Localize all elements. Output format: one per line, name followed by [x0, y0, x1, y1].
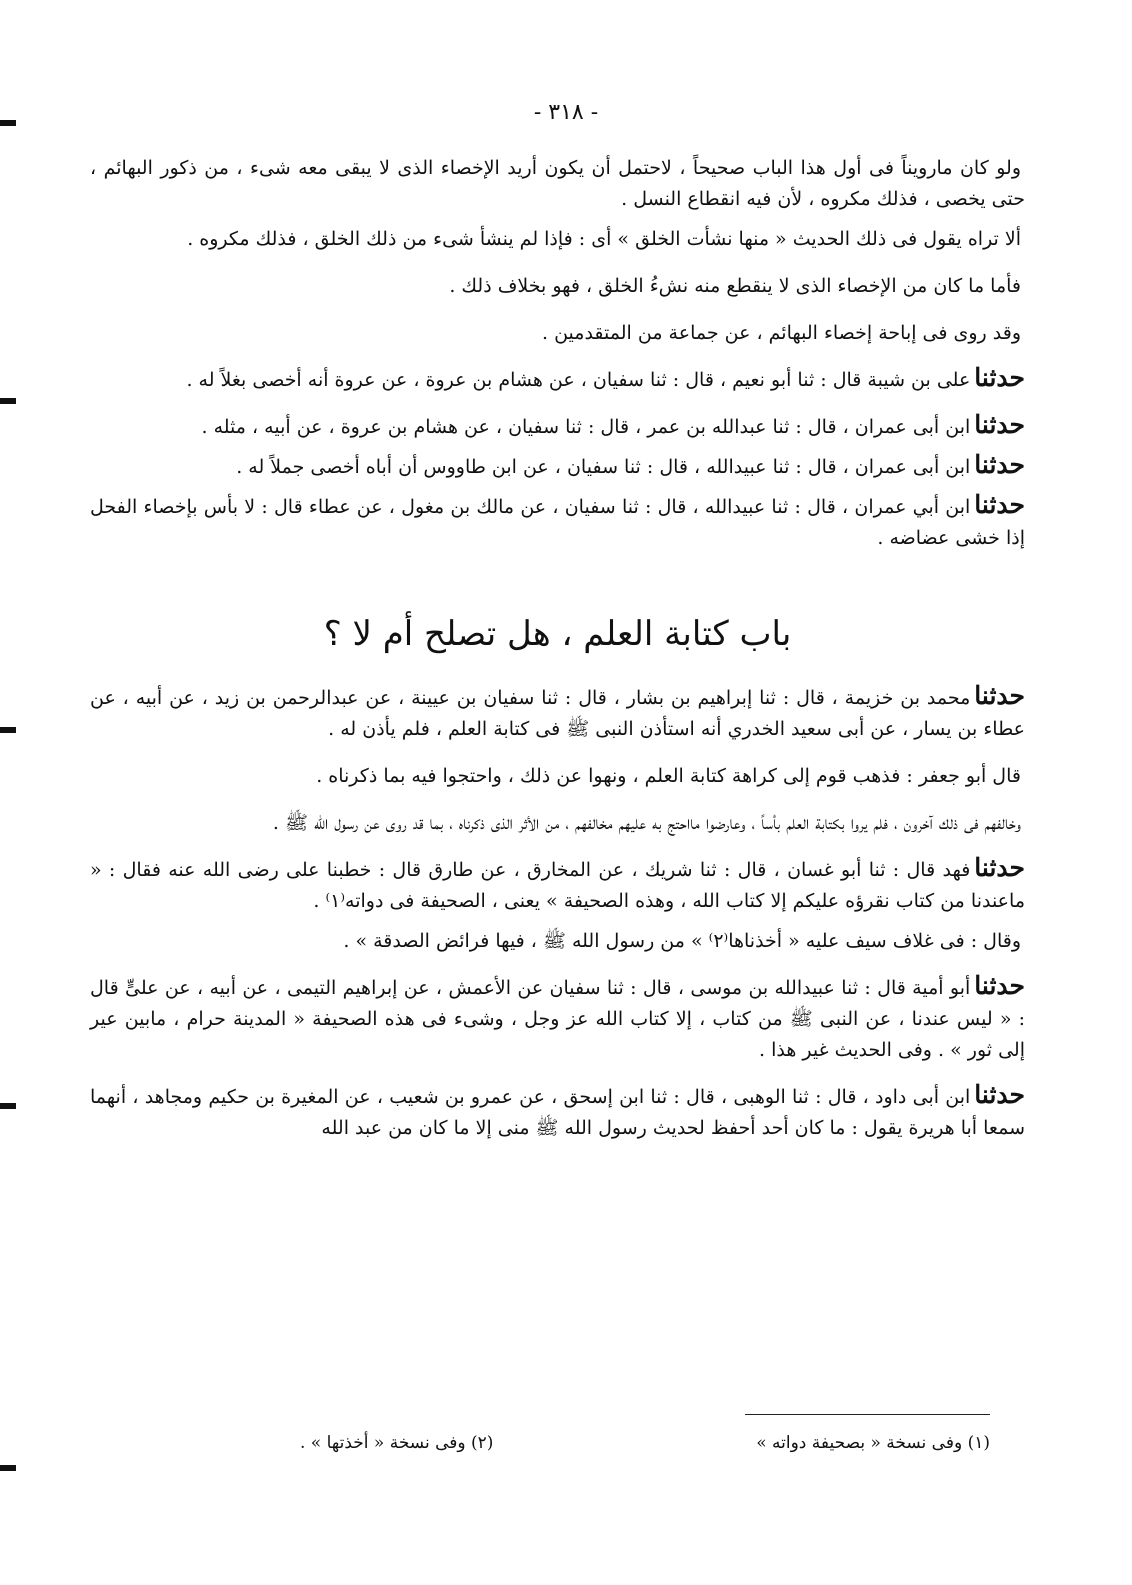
paragraph: حدثناابن أبي عمران ، قال : ثنا عبيدالله ، قال : ثنا سفيان ، عن مالك بن مغول ، عن عطاء قال : لا بأس بإخصاء الفحل إذا خشى عضاضه .	[90, 490, 1025, 549]
paragraph: وقال : فى غلاف سيف عليه « أخذناها⁽٢⁾ » من رسول الله ﷺ ، فيها فرائض الصدقة » .	[343, 930, 1021, 952]
paragraph: فأما ما كان من الإخصاء الذى لا ينقطع منه نشءُ الخلق ، فهو بخلاف ذلك .	[449, 275, 1021, 297]
hadith-keyword: حدثنا	[974, 490, 1025, 519]
paragraph: حدثناعلى بن شيبة قال : ثنا أبو نعيم ، قال : ثنا سفيان ، عن هشام بن عروة ، عن عروة أنه أخصى بغلاً له .	[186, 363, 1025, 392]
footnote-1: (١) وفى نسخة « بصحيفة دواته »	[756, 1433, 990, 1453]
footnote-2: (٢) وفى نسخة « أخذتها » .	[300, 1433, 494, 1453]
hadith-keyword: حدثنا	[974, 363, 1025, 392]
hadith-keyword: حدثنا	[974, 410, 1025, 439]
scan-edge-mark	[0, 1103, 16, 1109]
paragraph: ألا تراه يقول فى ذلك الحديث « منها نشأت الخلق » أى : فإذا لم ينشأ شىء من ذلك الخلق ، فذلك مكروه .	[187, 228, 1021, 250]
hadith-keyword: حدثنا	[974, 853, 1025, 882]
hadith-keyword: حدثنا	[974, 1080, 1025, 1109]
footnote-divider	[745, 1414, 990, 1415]
scan-edge-mark	[0, 1465, 16, 1471]
hadith-keyword: حدثنا	[974, 681, 1025, 710]
paragraph: حدثنافهد قال : ثنا أبو غسان ، قال : ثنا شريك ، عن المخارق ، عن طارق قال : خطبنا على رضى الله عنه فقال : « ماعندنا من كتاب نقرؤه عليكم إلا كتاب الله ، وهذه الصحيفة » يعنى ، الصحيفة فى دواته⁽١⁾ .	[90, 853, 1025, 912]
paragraph: حدثناأبو أمية قال : ثنا عبيدالله بن موسى ، قال : ثنا سفيان عن الأعمش ، عن إبراهيم التيمى ، عن أبيه ، عن علىٍّ قال : « ليس عندنا ، عن النبى ﷺ من كتاب ، إلا كتاب الله عز وجل ، وشىء فى هذه الصحيفة « المدينة حرام ، مابين عير إلى ثور » . وفى الحديث غير هذا .	[90, 971, 1025, 1061]
scan-edge-mark	[0, 727, 16, 733]
paragraph: حدثنامحمد بن خزيمة ، قال : ثنا إبراهيم بن بشار ، قال : ثنا سفيان بن عيينة ، عن عبدالرحمن بن زيد ، عن أبيه ، عن عطاء بن يسار ، عن أبى سعيد الخدري أنه استأذن النبى ﷺ فى كتابة العلم ، فلم يأذن له .	[90, 681, 1025, 740]
main-text	[90, 150, 1025, 1157]
page-number: - ٣١٨ -	[533, 100, 599, 125]
paragraph: وخالفهم فى ذلك آخرون ، فلم يروا بكتابة العلم بأساً ، وعارضوا مااحتج به عليهم مخالفهم ، من الأثر الذى ذكرناه ، بما قد روى عن رسول الله ﷺ .	[272, 812, 1021, 834]
paragraph: حدثناابن أبى داود ، قال : ثنا الوهبى ، قال : ثنا ابن إسحق ، عن عمرو بن شعيب ، عن المغيرة بن حكيم ومجاهد ، أنهما سمعا أبا هريرة يقول : ما كان أحد أحفظ لحديث رسول الله ﷺ منى إلا ما كان من عبد الله	[90, 1080, 1025, 1139]
paragraph: ولو كان مارويناً فى أول هذا الباب صحيحاً ، لاحتمل أن يكون أريد الإخصاء الذى لا يبقى معه شىء ، من ذكور البهائم ، حتى يخصى ، فذلك مكروه ، لأن فيه انقطاع النسل .	[90, 157, 1025, 210]
paragraph: حدثناابن أبى عمران ، قال : ثنا عبدالله بن عمر ، قال : ثنا سفيان ، عن هشام بن عروة ، عن أبيه ، مثله .	[201, 410, 1025, 439]
paragraph: حدثناابن أبى عمران ، قال : ثنا عبيدالله ، قال : ثنا سفيان ، عن ابن طاووس أن أباه أخصى جملاً له .	[236, 450, 1025, 479]
footnotes	[300, 1433, 990, 1453]
paragraph: قال أبو جعفر : فذهب قوم إلى كراهة كتابة العلم ، ونهوا عن ذلك ، واحتجوا فيه بما ذكرناه .	[316, 765, 1021, 787]
scan-edge-mark	[0, 398, 16, 404]
hadith-keyword: حدثنا	[974, 450, 1025, 479]
chapter-title: باب كتابة العلم ، هل تصلح أم لا ؟	[323, 614, 792, 654]
hadith-keyword: حدثنا	[974, 971, 1025, 1000]
paragraph: وقد روى فى إباحة إخصاء البهائم ، عن جماعة من المتقدمين .	[542, 322, 1021, 344]
